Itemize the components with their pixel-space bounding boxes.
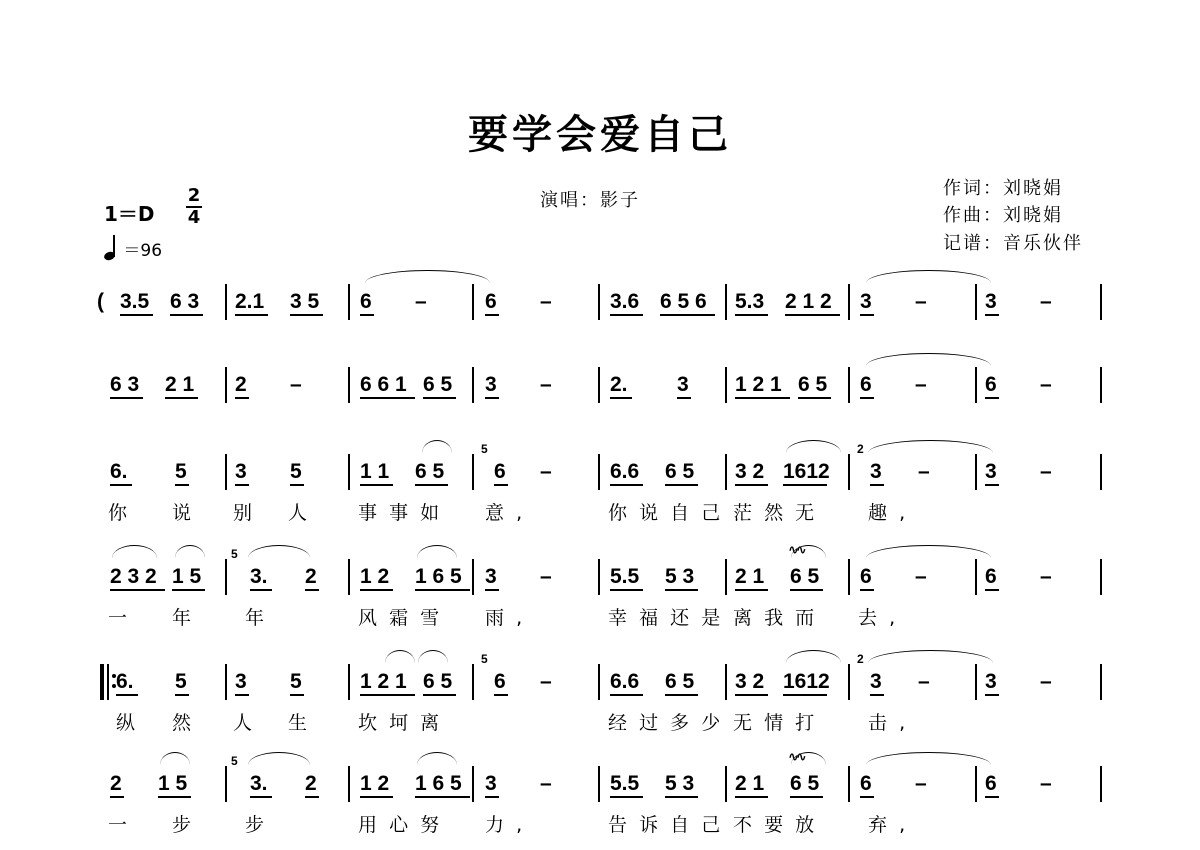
beam-underline <box>235 484 249 486</box>
beam-underline <box>735 796 768 798</box>
note-group: 3 <box>985 670 997 693</box>
note-group: 5.5 <box>610 772 640 795</box>
beam-underline <box>494 484 508 486</box>
repeat-bar-thick <box>100 664 104 700</box>
note-group: 2 1 2 <box>785 290 832 313</box>
tie-slur <box>248 752 310 765</box>
bar-line <box>472 766 474 802</box>
note-group: 1 2 <box>360 772 390 795</box>
bar-line <box>1100 559 1102 595</box>
bar-line <box>472 559 474 595</box>
bar-line <box>598 664 600 700</box>
beam-underline <box>110 397 143 399</box>
beam-underline <box>790 796 823 798</box>
note-group: 5 3 <box>665 565 695 588</box>
note-group: – <box>540 772 552 795</box>
note-group: 2. <box>610 373 628 396</box>
beam-underline <box>783 484 827 486</box>
bar-line <box>1100 367 1102 403</box>
note-group: 3 2 <box>735 460 765 483</box>
grace-note: 5 <box>231 547 238 561</box>
note-group: 3 <box>870 460 882 483</box>
note-group: 2.1 <box>235 290 265 313</box>
beam-underline <box>235 694 249 696</box>
time-signature <box>185 186 203 228</box>
beam-underline <box>165 397 198 399</box>
note-group: 3.5 <box>120 290 150 313</box>
beam-underline <box>110 589 165 591</box>
beam-underline <box>860 397 874 399</box>
bar-line <box>975 664 977 700</box>
tie-slur <box>417 752 457 765</box>
bar-line <box>975 559 977 595</box>
note-group: 5.5 <box>610 565 640 588</box>
bar-line <box>225 559 227 595</box>
note-group: 2 <box>305 565 317 588</box>
tie-slur <box>866 353 991 366</box>
bar-line <box>725 766 727 802</box>
beam-underline <box>485 589 499 591</box>
note-group: 2 <box>110 772 122 795</box>
tie-slur <box>866 752 991 765</box>
note-group: 3 5 <box>290 290 320 313</box>
tie-slur <box>422 440 452 453</box>
note-group: 6 5 <box>798 373 828 396</box>
mordent-icon: ∿∿ <box>788 750 804 765</box>
singer-credit: 演唱：影子 <box>540 190 640 211</box>
beam-underline <box>610 397 632 399</box>
note-group: 1 2 <box>360 565 390 588</box>
composer-credit: 作曲：刘晓娟 <box>943 205 1063 226</box>
beam-underline <box>170 314 203 316</box>
tie-slur <box>417 545 457 558</box>
note-group: 6 5 <box>665 460 695 483</box>
bar-line <box>1100 664 1102 700</box>
note-group: 6 5 <box>790 565 820 588</box>
note-group: 5 <box>290 460 302 483</box>
bar-line <box>348 559 350 595</box>
note-group: 6 <box>860 373 872 396</box>
tie-slur <box>160 752 190 765</box>
note-group: 3 <box>985 460 997 483</box>
note-group: 2 <box>305 772 317 795</box>
note-group: 6 3 <box>170 290 200 313</box>
lyric-syllable: 击 , <box>868 712 906 734</box>
beam-underline <box>870 484 884 486</box>
lyric-syllable: 纵 <box>116 712 136 734</box>
tempo-marking <box>104 236 162 261</box>
note-group: 3 <box>485 565 497 588</box>
note-group: 2 1 <box>735 772 765 795</box>
lyric-syllable: 你 说 自 己 <box>608 502 721 524</box>
beam-underline <box>610 314 643 316</box>
lyric-syllable: 一 <box>108 607 128 629</box>
lyric-syllable: 年 <box>172 607 192 629</box>
tie-slur <box>866 270 991 283</box>
beam-underline <box>985 694 999 696</box>
lyric-syllable: 步 <box>245 814 265 836</box>
bar-line <box>598 766 600 802</box>
note-group: 6. <box>110 460 128 483</box>
beam-underline <box>360 397 415 399</box>
note-group: 5 3 <box>665 772 695 795</box>
beam-underline <box>250 589 272 591</box>
lyric-syllable: 然 <box>172 712 192 734</box>
lyric-syllable: 雨 , <box>485 607 523 629</box>
tie-slur <box>248 545 310 558</box>
note-group: 3 <box>485 373 497 396</box>
note-group: 6 <box>485 290 497 313</box>
note-group: 6.6 <box>610 460 640 483</box>
note-group: ( <box>97 290 104 313</box>
note-group: – <box>540 290 552 313</box>
beam-underline <box>415 796 470 798</box>
beam-underline <box>360 484 393 486</box>
bar-line <box>1100 454 1102 490</box>
bar-line <box>725 367 727 403</box>
note-group: 6 5 <box>790 772 820 795</box>
lyric-syllable: 说 <box>172 502 192 524</box>
lyric-syllable: 力 , <box>485 814 523 836</box>
note-group: 2 1 <box>165 373 195 396</box>
tie-slur <box>365 270 490 283</box>
tie-slur <box>866 545 991 558</box>
lyricist-credit: 作词：刘晓娟 <box>943 178 1063 199</box>
lyric-syllable: 别 <box>233 502 253 524</box>
lyric-syllable: 去 , <box>858 607 896 629</box>
beam-underline <box>735 397 790 399</box>
lyric-syllable: 离 我 而 <box>733 607 815 629</box>
beam-underline <box>235 314 268 316</box>
note-group: – <box>540 460 552 483</box>
lyric-syllable: 事 事 如 <box>358 502 440 524</box>
bar-line <box>225 766 227 802</box>
note-group: 1 6 5 <box>415 772 462 795</box>
lyric-syllable: 趣 , <box>868 502 906 524</box>
beam-underline <box>415 589 470 591</box>
beam-underline <box>305 796 319 798</box>
note-group: 6 <box>985 373 997 396</box>
bar-line <box>848 664 850 700</box>
beam-underline <box>665 694 698 696</box>
lyric-syllable: 茫 然 无 <box>733 502 815 524</box>
bar-line <box>472 664 474 700</box>
bar-line <box>348 454 350 490</box>
note-group: – <box>915 565 927 588</box>
bar-line <box>848 284 850 320</box>
beam-underline <box>485 397 499 399</box>
beam-underline <box>860 589 874 591</box>
lyric-syllable: 经 过 多 少 <box>608 712 721 734</box>
transcriber-credit: 记谱：音乐伙伴 <box>943 233 1083 254</box>
beam-underline <box>985 589 999 591</box>
beam-underline <box>860 314 874 316</box>
note-group: 2 <box>235 373 247 396</box>
bar-line <box>975 766 977 802</box>
bar-line <box>975 367 977 403</box>
beam-underline <box>860 796 874 798</box>
note-group: 6 <box>494 670 506 693</box>
lyric-syllable: 弃 , <box>868 814 906 836</box>
note-group: 1 5 <box>158 772 188 795</box>
lyric-syllable: 用 心 努 <box>358 814 440 836</box>
note-group: – <box>290 373 302 396</box>
note-group: 6. <box>116 670 134 693</box>
beam-underline <box>175 484 189 486</box>
lyric-syllable: 意 , <box>485 502 523 524</box>
tie-slur <box>385 650 415 663</box>
time-signature-top: 2 <box>187 185 201 206</box>
note-group: 6 5 <box>423 670 453 693</box>
note-group: – <box>915 373 927 396</box>
lyric-syllable: 不 要 放 <box>733 814 815 836</box>
note-group: 1 2 1 <box>360 670 407 693</box>
bar-line <box>725 559 727 595</box>
note-group: 6 <box>860 772 872 795</box>
beam-underline <box>798 397 831 399</box>
bar-line <box>348 284 350 320</box>
tie-slur <box>418 650 448 663</box>
note-group: – <box>540 565 552 588</box>
bar-line <box>598 367 600 403</box>
beam-underline <box>985 314 999 316</box>
beam-underline <box>783 694 827 696</box>
note-group: 6 5 6 <box>660 290 707 313</box>
note-group: – <box>1040 670 1052 693</box>
lyric-syllable: 步 <box>172 814 192 836</box>
beam-underline <box>235 397 249 399</box>
beam-underline <box>250 796 272 798</box>
note-group: 3 2 <box>735 670 765 693</box>
bar-line <box>725 454 727 490</box>
note-group: – <box>1040 772 1052 795</box>
note-group: 3.6 <box>610 290 640 313</box>
lyric-syllable: 年 <box>245 607 265 629</box>
beam-underline <box>290 314 323 316</box>
beam-underline <box>735 314 768 316</box>
note-group: 1612 <box>783 460 830 483</box>
note-group: – <box>540 373 552 396</box>
lyric-syllable: 一 <box>108 814 128 836</box>
beam-underline <box>985 484 999 486</box>
tie-slur <box>112 545 157 558</box>
bar-line <box>1100 284 1102 320</box>
note-group: 3. <box>250 565 268 588</box>
repeat-bar-thin <box>107 664 109 700</box>
note-group: – <box>1040 565 1052 588</box>
note-group: 3. <box>250 772 268 795</box>
note-group: 6 5 <box>415 460 445 483</box>
bar-line <box>225 284 227 320</box>
note-group: – <box>918 670 930 693</box>
grace-note: 2 <box>857 442 864 456</box>
note-group: – <box>540 670 552 693</box>
note-group: 6 3 <box>110 373 140 396</box>
beam-underline <box>985 397 999 399</box>
note-group: 2 3 2 <box>110 565 157 588</box>
bar-line <box>472 367 474 403</box>
bar-line <box>848 766 850 802</box>
note-group: 2 1 <box>735 565 765 588</box>
lyric-syllable: 生 <box>288 712 308 734</box>
note-group: 3 <box>860 290 872 313</box>
beam-underline <box>677 397 691 399</box>
note-group: 6 <box>860 565 872 588</box>
note-group: 6 <box>985 772 997 795</box>
note-group: 1 6 5 <box>415 565 462 588</box>
bar-line <box>598 284 600 320</box>
bar-line <box>725 664 727 700</box>
bar-line <box>1100 766 1102 802</box>
note-group: 5.3 <box>735 290 765 313</box>
beam-underline <box>985 796 999 798</box>
bar-line <box>348 367 350 403</box>
lyric-syllable: 人 <box>288 502 308 524</box>
note-group: – <box>1040 373 1052 396</box>
note-group: 3 <box>677 373 689 396</box>
note-group: 5 <box>175 460 187 483</box>
beam-underline <box>485 314 499 316</box>
beam-underline <box>735 589 768 591</box>
tie-slur <box>175 545 205 558</box>
bar-line <box>975 454 977 490</box>
bar-line <box>598 454 600 490</box>
note-group: 6 <box>360 290 372 313</box>
bar-line <box>472 454 474 490</box>
lyric-syllable: 人 <box>233 712 253 734</box>
tie-slur <box>786 440 841 453</box>
note-group: 3 <box>870 670 882 693</box>
beam-underline <box>175 694 189 696</box>
beam-underline <box>360 589 393 591</box>
beam-underline <box>610 694 643 696</box>
beam-underline <box>290 694 304 696</box>
beam-underline <box>305 589 319 591</box>
beam-underline <box>735 484 768 486</box>
bar-line <box>848 367 850 403</box>
grace-note: 5 <box>481 652 488 666</box>
quarter-note-icon <box>104 236 118 260</box>
beam-underline <box>610 796 643 798</box>
bar-line <box>348 766 350 802</box>
note-group: – <box>1040 460 1052 483</box>
song-title: 要学会爱自己 <box>468 111 732 158</box>
tie-slur <box>868 440 993 453</box>
bar-line <box>225 454 227 490</box>
note-group: 6 <box>494 460 506 483</box>
beam-underline <box>172 589 205 591</box>
note-group: – <box>1040 290 1052 313</box>
beam-underline <box>423 694 456 696</box>
lyric-syllable: 风 霜 雪 <box>358 607 440 629</box>
time-signature-bottom: 4 <box>187 207 201 228</box>
beam-underline <box>610 484 643 486</box>
beam-underline <box>120 314 153 316</box>
beam-underline <box>665 589 698 591</box>
note-group: 6.6 <box>610 670 640 693</box>
note-group: – <box>415 290 427 313</box>
note-group: 5 <box>175 670 187 693</box>
beam-underline <box>785 314 840 316</box>
beam-underline <box>110 484 132 486</box>
note-group: 1 2 1 <box>735 373 782 396</box>
bar-line <box>598 559 600 595</box>
bar-line <box>975 284 977 320</box>
tempo-value: ＝96 <box>123 241 163 261</box>
grace-note: 5 <box>481 442 488 456</box>
beam-underline <box>494 694 508 696</box>
beam-underline <box>870 694 884 696</box>
grace-note: 2 <box>857 652 864 666</box>
note-group: 3 <box>485 772 497 795</box>
beam-underline <box>423 397 456 399</box>
bar-line <box>725 284 727 320</box>
note-group: 3 <box>985 290 997 313</box>
tie-slur <box>868 650 993 663</box>
note-group: 6 <box>985 565 997 588</box>
note-group: – <box>915 772 927 795</box>
beam-underline <box>610 589 643 591</box>
note-group: 6 5 <box>423 373 453 396</box>
beam-underline <box>360 694 415 696</box>
grace-note: 5 <box>231 754 238 768</box>
beam-underline <box>660 314 715 316</box>
bar-line <box>472 284 474 320</box>
lyric-syllable: 幸 福 还 是 <box>608 607 721 629</box>
note-group: – <box>915 290 927 313</box>
note-group: 6 6 1 <box>360 373 407 396</box>
note-group: 1 5 <box>172 565 202 588</box>
note-group: 1 1 <box>360 460 390 483</box>
note-group: 5 <box>290 670 302 693</box>
tie-slur <box>786 650 841 663</box>
lyric-syllable: 坎 坷 离 <box>358 712 440 734</box>
beam-underline <box>360 796 393 798</box>
key-signature: 1＝D <box>104 202 155 226</box>
lyric-syllable: 你 <box>108 502 128 524</box>
beam-underline <box>790 589 823 591</box>
beam-underline <box>415 484 448 486</box>
note-group: 3 <box>235 460 247 483</box>
note-group: 3 <box>235 670 247 693</box>
bar-line <box>225 664 227 700</box>
beam-underline <box>158 796 191 798</box>
bar-line <box>848 559 850 595</box>
beam-underline <box>110 796 124 798</box>
mordent-icon: ∿∿ <box>788 543 804 558</box>
beam-underline <box>290 484 304 486</box>
beam-underline <box>485 796 499 798</box>
beam-underline <box>665 796 698 798</box>
beam-underline <box>735 694 768 696</box>
lyric-syllable: 告 诉 自 己 <box>608 814 721 836</box>
lyric-syllable: 无 情 打 <box>733 712 815 734</box>
beam-underline <box>360 314 374 316</box>
bar-line <box>225 367 227 403</box>
beam-underline <box>665 484 698 486</box>
note-group: 6 5 <box>665 670 695 693</box>
note-group: – <box>918 460 930 483</box>
bar-line <box>848 454 850 490</box>
bar-line <box>348 664 350 700</box>
note-group: 1612 <box>783 670 830 693</box>
beam-underline <box>116 694 138 696</box>
